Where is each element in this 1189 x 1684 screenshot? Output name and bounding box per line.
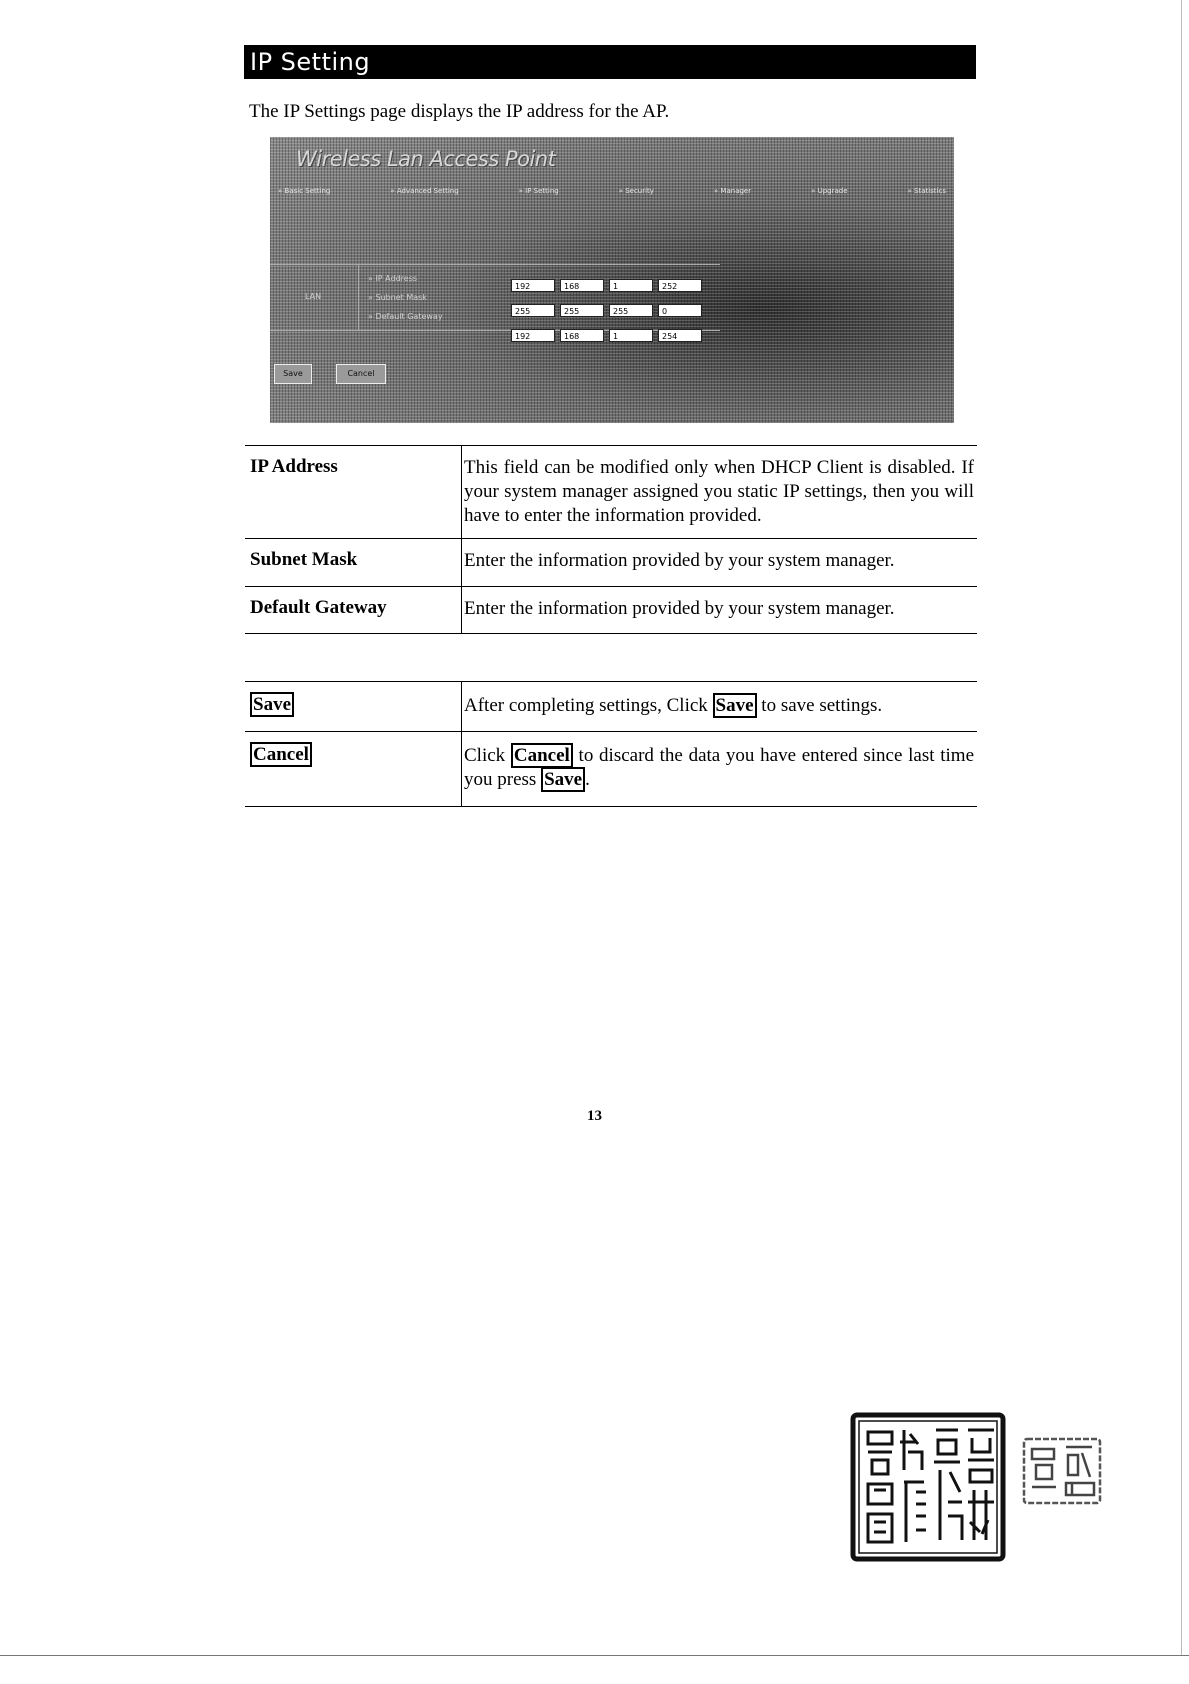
mask-octet-1[interactable]: 255 <box>511 304 555 317</box>
nav-item[interactable]: » Statistics <box>907 187 946 195</box>
nav-item[interactable]: » IP Setting <box>518 187 559 195</box>
nav-item[interactable]: » Basic Setting <box>278 187 331 195</box>
ip-address-label: » IP Address <box>368 274 418 283</box>
term-subnet-mask: Subnet Mask <box>250 549 358 570</box>
screenshot-nav <box>278 187 946 201</box>
nav-item[interactable]: » Upgrade <box>811 187 848 195</box>
term-default-gateway: Default Gateway <box>250 597 387 618</box>
screenshot-divider <box>270 264 720 265</box>
ip-octet-3[interactable]: 1 <box>609 279 653 292</box>
table-rule <box>245 806 977 807</box>
nav-item[interactable]: » Security <box>618 187 654 195</box>
table-column-divider <box>461 445 462 633</box>
mask-octet-2[interactable]: 255 <box>560 304 604 317</box>
mask-octet-4[interactable]: 0 <box>658 304 702 317</box>
table-rule <box>245 633 977 634</box>
term-save: Save <box>250 694 294 716</box>
table-rule <box>245 731 977 732</box>
page-right-rule <box>1181 0 1182 1655</box>
page-bottom-rule <box>0 1655 1189 1656</box>
lan-label: LAN <box>305 292 322 301</box>
desc-ip-address: This field can be modified only when DHCP Client is disabled. If your system manager assigned you static IP settings, then you will have to enter the information provided. <box>464 457 974 526</box>
screenshot-app-title: Wireless Lan Access Point <box>296 147 556 171</box>
table-rule <box>245 586 977 587</box>
gateway-octet-1[interactable]: 192 <box>511 329 555 342</box>
screenshot-cancel-button[interactable]: Cancel <box>336 364 386 384</box>
gateway-octet-2[interactable]: 168 <box>560 329 604 342</box>
ap-screenshot <box>270 137 954 423</box>
nav-item[interactable]: » Manager <box>713 187 752 195</box>
section-title: IP Setting <box>250 48 371 76</box>
term-ip-address: IP Address <box>250 456 338 477</box>
screenshot-divider <box>358 264 359 330</box>
company-seal-icon <box>850 1412 1006 1562</box>
mask-octet-3[interactable]: 255 <box>609 304 653 317</box>
table-rule <box>245 445 977 446</box>
desc-cancel: Click Cancel to discard the data you have entered since last time you press Save . <box>464 745 974 790</box>
table-rule <box>245 681 977 682</box>
default-gateway-label: » Default Gateway <box>368 312 443 321</box>
page-number: 13 <box>587 1108 602 1124</box>
screenshot-save-button[interactable]: Save <box>274 364 312 384</box>
ip-octet-2[interactable]: 168 <box>560 279 604 292</box>
term-cancel: Cancel <box>250 744 312 766</box>
desc-default-gateway: Enter the information provided by your system manager. <box>464 598 895 619</box>
nav-item[interactable]: » Advanced Setting <box>390 187 459 195</box>
gateway-octet-4[interactable]: 254 <box>658 329 702 342</box>
gateway-octet-3[interactable]: 1 <box>609 329 653 342</box>
desc-subnet-mask: Enter the information provided by your system manager. <box>464 550 895 571</box>
table-rule <box>245 538 977 539</box>
subnet-mask-label: » Subnet Mask <box>368 293 427 302</box>
ip-octet-1[interactable]: 192 <box>511 279 555 292</box>
personal-seal-icon <box>1022 1437 1102 1505</box>
table-column-divider <box>461 681 462 806</box>
desc-save: After completing settings, Click Save to save settings. <box>464 695 883 716</box>
ip-octet-4[interactable]: 252 <box>658 279 702 292</box>
intro-paragraph: The IP Settings page displays the IP address for the AP. <box>249 101 670 122</box>
